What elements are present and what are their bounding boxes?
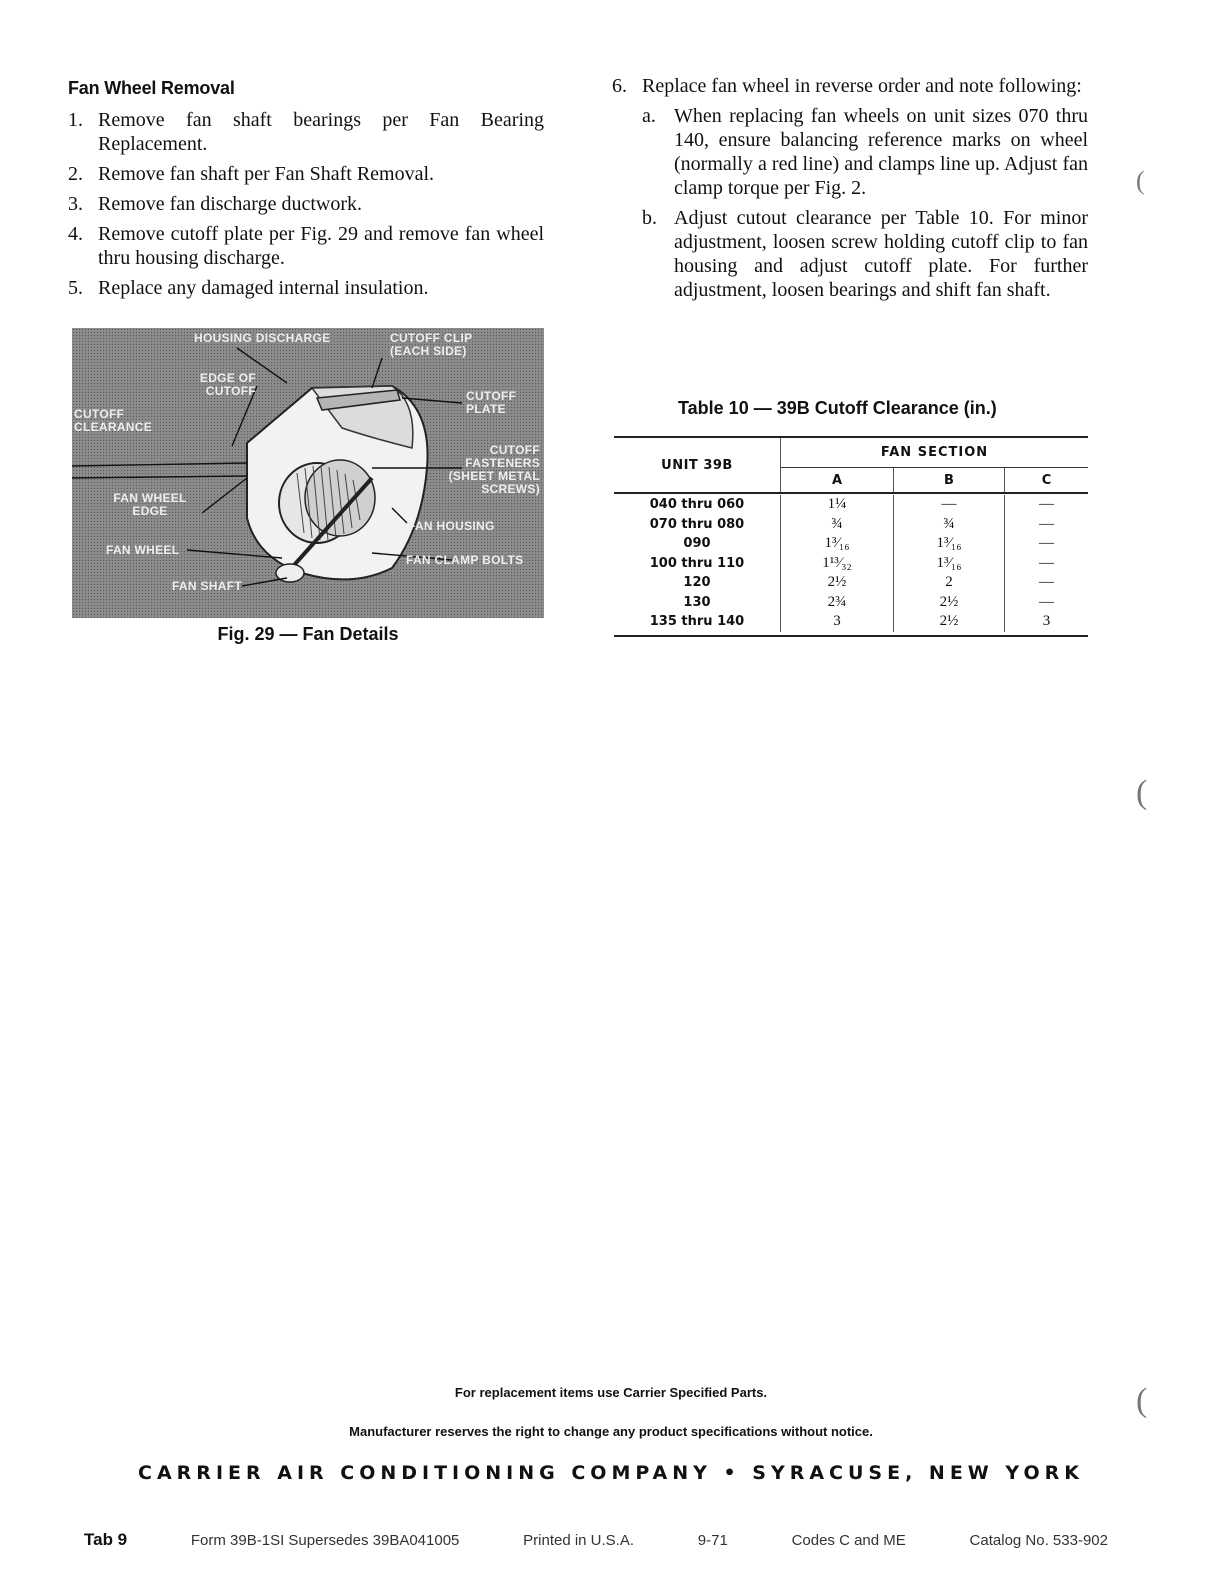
table-body: [614, 494, 1088, 635]
list-item: 1. Remove fan shaft bearings per Fan Bearing Replacement.: [68, 109, 544, 155]
list-item: 4. Remove cutoff plate per Fig. 29 and remove fan wheel thru housing discharge.: [68, 223, 544, 269]
right-column: [612, 74, 1088, 308]
table-row: 130 2¾ 2½ —: [614, 593, 1088, 613]
fan-details-figure: [72, 328, 544, 618]
table-title: Table 10 — 39B Cutoff Clearance (in.): [678, 398, 997, 418]
col-header-b: B: [894, 468, 1005, 492]
label-housing-discharge: HOUSING DISCHARGE: [194, 331, 331, 345]
label-fan-wheel: FAN WHEEL: [106, 543, 180, 557]
list-item: 5. Replace any damaged internal insulation.: [68, 277, 429, 299]
table-row: 135 thru 140 3 2½ 3: [614, 612, 1088, 632]
binder-hole-mark: (: [1136, 1382, 1148, 1419]
label-fan-housing: FAN HOUSING: [408, 519, 495, 533]
list-item: a. When replacing fan wheels on unit sizes 070 thru 140, ensure balancing reference marks on wheel (normally a red line) and clamps line up. Adjust fan clamp torque per Fig. 2.: [642, 105, 1088, 199]
print-date: 9-71: [697, 1532, 728, 1549]
table-row: 040 thru 060 1¼ — —: [614, 495, 1088, 515]
fan-section-header: FAN SECTION: [781, 438, 1088, 468]
label-cutoff-clearance: CUTOFF CLEARANCE: [74, 407, 153, 434]
list-item: 3. Remove fan discharge ductwork.: [68, 193, 362, 215]
codes: Codes C and ME: [791, 1532, 906, 1549]
label-fan-shaft: FAN SHAFT: [171, 579, 242, 593]
document-footer: [84, 1530, 1108, 1550]
table-header: [614, 438, 1088, 494]
binder-hole-mark: (: [1136, 774, 1148, 811]
table-row: 120 2½ 2 —: [614, 573, 1088, 593]
table-row: 090 1³⁄₁₆ 1³⁄₁₆ —: [614, 534, 1088, 554]
col-header-a: A: [781, 468, 894, 492]
list-item: 6. Replace fan wheel in reverse order and note following:: [612, 75, 1082, 97]
replacement-note: For replacement items use Carrier Specified Parts.: [454, 1385, 768, 1400]
label-fan-clamp-bolts: FAN CLAMP BOLTS: [406, 553, 524, 567]
unit-header: UNIT 39B: [614, 438, 781, 492]
section-heading: Fan Wheel Removal: [68, 78, 235, 98]
list-item: b. Adjust cutout clearance per Table 10. For minor adjustment, loosen screw holding cutoff clip to fan housing and adjust cutoff plate. For further adjustment, loosen bearings and shift fan shaft.: [642, 207, 1088, 301]
list-item: 2. Remove fan shaft per Fan Shaft Removal.: [68, 163, 435, 185]
label-cutoff-plate: CUTOFF PLATE: [466, 389, 517, 416]
binder-hole-mark: (: [1136, 166, 1145, 195]
specifications-note: Manufacturer reserves the right to change any product specifications without notice.: [349, 1424, 873, 1439]
form-number: Form 39B-1SI Supersedes 39BA041005: [190, 1532, 460, 1549]
tab-label: Tab 9: [84, 1530, 128, 1549]
left-column: [68, 78, 544, 306]
table-row: 100 thru 110 1¹³⁄₃₂ 1³⁄₁₆ —: [614, 554, 1088, 574]
col-header-c: C: [1041, 472, 1052, 488]
label-edge-of-cutoff: EDGE OF CUTOFF: [199, 371, 256, 398]
cutoff-clearance-table: [614, 436, 1088, 637]
printed-in: Printed in U.S.A.: [523, 1532, 635, 1549]
figure-caption: Fig. 29 — Fan Details: [217, 624, 399, 644]
table-row: 070 thru 080 ¾ ¾ —: [614, 515, 1088, 535]
company-name: CARRIER AIR CONDITIONING COMPANY • SYRACUSE, NEW YORK: [138, 1462, 1084, 1484]
label-cutoff-clip: CUTOFF CLIP (EACH SIDE): [390, 331, 473, 358]
catalog-number: Catalog No. 533-902: [969, 1532, 1108, 1549]
label-fan-wheel-edge: FAN WHEEL EDGE: [113, 491, 187, 518]
removal-steps: [68, 108, 544, 300]
label-cutoff-fasteners: CUTOFF FASTENERS (SHEET METAL SCREWS): [448, 443, 540, 496]
